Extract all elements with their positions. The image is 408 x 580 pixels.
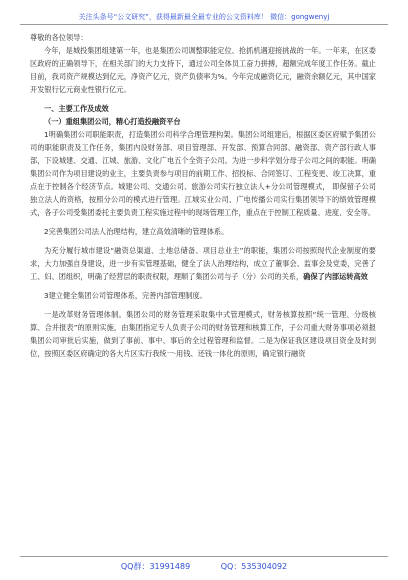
paragraph-2: 2完善集团公司法人治理结构，建立高效清晰的管理体系。	[44, 227, 229, 236]
footer-qq-group[interactable]: QQ群：31991489	[120, 562, 191, 571]
intro-paragraph: 今年，是城投集团组建第一年，也是集团公司调整职能定位、抢抓机遇迎接挑战的一年。一年来，在区委区政府的正确领导下，在相关部门的大力支持下，通过公司全体员工奋力拼搏，超额完成年度工作任务。截止目前，我司资产规模达到亿元，净资产亿元，资产负债率为%。今年完成融资亿元，融资余额亿元，其中国家开发银行亿元商业性银行亿元。	[30, 46, 376, 94]
subsection-heading: （一）重组集团公司，精心打造投融资平台	[44, 117, 181, 126]
paragraph-3-bold: 确保了内部运转高效	[303, 272, 368, 281]
section-heading: 一、主要工作及成效	[44, 104, 109, 113]
bottom-divider	[20, 556, 388, 557]
document-body	[30, 31, 376, 360]
footer-qq[interactable]: QQ：535304092	[220, 562, 288, 571]
top-divider	[20, 24, 388, 25]
top-banner[interactable]: 关注头条号“公文研究”，获得最新最全最专业的公文资料库！ 微信：gongwenyj	[78, 13, 330, 21]
footer	[0, 561, 408, 572]
paragraph-3-text: 为充分履行城市建设“融资总渠道、土地总储备、项目总业主”的职能，集团公司按照现代企业制度的要求，大力加强自身建设，进一步有实管理基础，健全了法人治理结构，成立了董事会、监事会及党委，完善了工、妇、团组织，明确了经营层的职责权限，理顺了集团公司与子（分）公司的关系，	[30, 246, 376, 281]
paragraph-1: 1明确集团公司职能职责，打造集团公司科学合理管理构架。集团公司组建后，根据区委区府赋予集团公司的职能职责及工作任务，集团内设财务部、项目管理部、开发部、预算合同部、融资部、资产部行政人事部，下设城建、交通、江城、旅游、文化广电五个全资子公司。为进一步科学划分母子公司之间的职能。明确集团公司作为项目建设的业主，主要负责参与项目的前期工作、招投标、合同签订、工程变更、竣工决算，重点在于控制各个经济节点。城建公司、交通公司、旅游公司实行独立法人+分公司管理模式， 即保留子公司独立法人的资格，按照分公司的模式进行管理。江城实业公司、广电传播公司实行集团领导下的绩效管理模式，各子公司受集团委托主要负责工程实施过程中的现场管理工作，重点在于控制工程质量、进度、安全等。	[30, 130, 376, 217]
greeting: 尊敬的各位领导：	[30, 33, 88, 42]
paragraph-5: 一是改革财务管理体制。集团公司的财务管理采取集中式管理模式，财务核算按照“统一管理、分级核算、合并报表”的原则实施，由集团指定专人负责子公司的财务管理和核算工作，子公司重大财务事项必须报集团公司审批后实施，做到了事前、事中、事后的全过程管理和监督。二是为保证我区建设项目资金及时到位，按照区委区府确定的各大片区实行我统一·用钱、还钱一体化的原则，确定银行融资	[30, 310, 376, 358]
paragraph-3	[30, 244, 376, 283]
paragraph-4: 3建立健全集团公司管理体系，完善内部管理制度。	[44, 291, 207, 300]
